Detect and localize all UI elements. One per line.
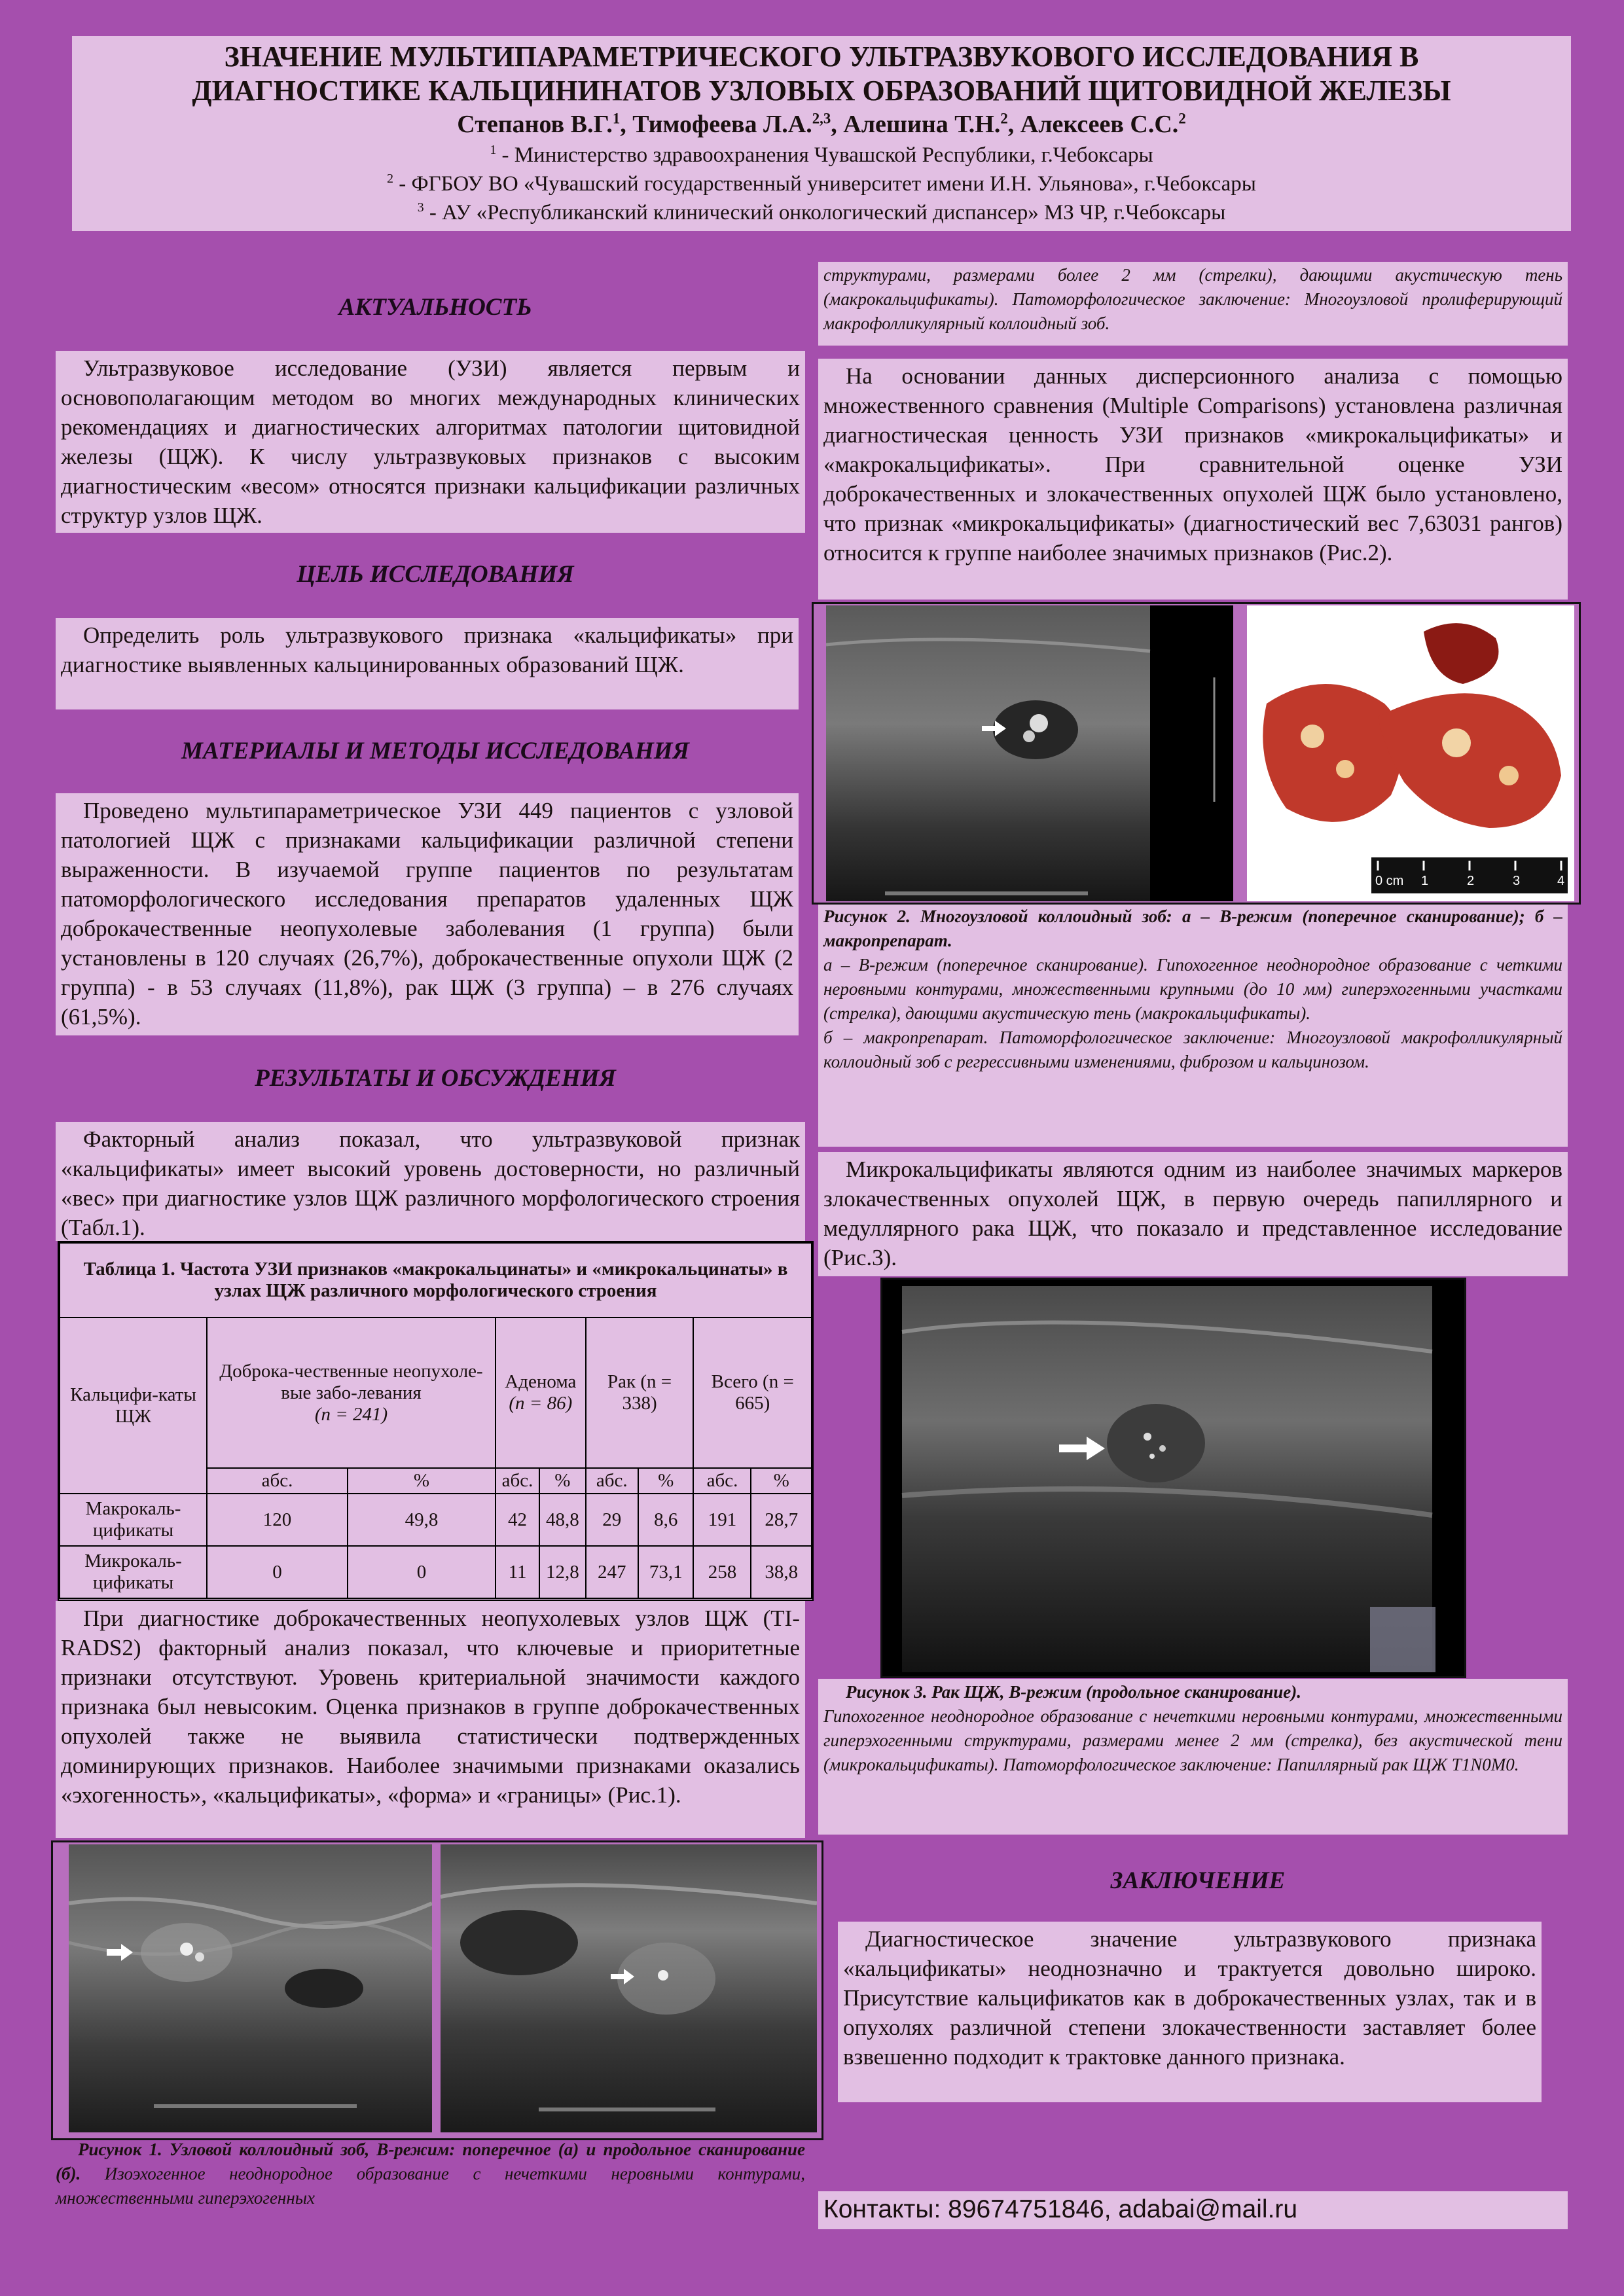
table-subheader: абс. bbox=[496, 1468, 539, 1494]
table-cell: 0 bbox=[348, 1546, 496, 1598]
table-cell: 73,1 bbox=[638, 1546, 694, 1598]
table-subheader: абс. bbox=[693, 1468, 751, 1494]
figure-3-caption bbox=[818, 1679, 1568, 1835]
table-cell: 0 bbox=[207, 1546, 348, 1598]
table-subheader: абс. bbox=[586, 1468, 638, 1494]
table-caption: Таблица 1. Частота УЗИ признаков «макрокальцинаты» и «микрокальцинаты» в узлах ЩЖ различного морфологического строения bbox=[60, 1243, 812, 1318]
ruler-label: 4 bbox=[1557, 874, 1565, 888]
table-cell: 191 bbox=[693, 1494, 751, 1546]
actuality-panel bbox=[56, 351, 805, 533]
figure-3-caption-text: Гипохогенное неоднородное образование с нечеткими неровными контурами, множественными гиперэхогенными структурами, размерами менее 2 мм (стрелка), без акустической тени (микрокальцификаты). Патоморфологическое заключение: Папиллярный рак ЩЖ T1N0M0. bbox=[823, 1706, 1562, 1774]
table-group-header: Рак (n = 338) bbox=[586, 1318, 694, 1468]
conclusion-panel bbox=[838, 1922, 1542, 2102]
table-group-header: Аденома (n = 86) bbox=[496, 1318, 586, 1468]
ruler-label: 3 bbox=[1513, 874, 1521, 888]
affiliation: $^1$ - Министерство здравоохранения Чувашской Республики, г.Чебоксары bbox=[490, 143, 1153, 167]
results-text-2: При диагностике доброкачественных неопухолевых узлов ЩЖ (TI-RADS2) факторный анализ показал, что ключевые и приоритетные признаки отсутствуют. Уровень критериальной значимости каждого признака был невысоким. Оценка признаков в группе доброкачественных опухолей также не выявила статистически подтвержденных доминирующих признаков. Наиболее значимыми признаками оказались «эхогенность», «кальцификаты», «форма» и «границы» (Рис.1). bbox=[61, 1605, 800, 1808]
conclusion-text: Диагностическое значение ультразвукового признака «кальцификаты» неоднозначно и трактуется довольно широко. Присутствие кальцификатов как в доброкачественных узлах, так и в опухолях различной степени злокачественности заставляет более взвешенно подходит к трактовке данного признака. bbox=[843, 1926, 1536, 2070]
methods-panel bbox=[56, 793, 799, 1035]
table-subheader: % bbox=[751, 1468, 812, 1494]
figure-1-caption-cont bbox=[818, 262, 1568, 346]
macro-specimen-photo bbox=[1247, 605, 1574, 901]
calcification-table bbox=[59, 1242, 812, 1599]
table-row bbox=[60, 1494, 812, 1546]
ruler-label: 1 bbox=[1421, 874, 1429, 888]
table-subheader: абс. bbox=[207, 1468, 348, 1494]
results-text-1: Факторный анализ показал, что ультразвуковой признак «кальцификаты» имеет высокий уровень достоверности, но различный «вес» при диагностике узлов ЩЖ различного морфологического строения (Табл.1). bbox=[61, 1126, 800, 1240]
figure-1-caption-cont-text: структурами, размерами более 2 мм (стрелки), дающими акустическую тень (макрокальцификаты). Патоморфологическое заключение: Многоузловой пролиферирующий макрофолликулярный коллоидный зоб. bbox=[823, 265, 1562, 333]
ruler-label: 0 cm bbox=[1375, 874, 1404, 888]
table-group-header: Доброка-чественные неопухоле-вые забо-левания (n = 241) bbox=[207, 1318, 496, 1468]
table-row-label: Микрокаль-цификаты bbox=[60, 1546, 207, 1598]
table-cell: 247 bbox=[586, 1546, 638, 1598]
ruler-label: 2 bbox=[1467, 874, 1475, 888]
methods-heading: МАТЕРИАЛЫ И МЕТОДЫ ИССЛЕДОВАНИЯ bbox=[181, 738, 690, 764]
aim-text: Определить роль ультразвукового признака «кальцификаты» при диагностике выявленных кальцинированных образований ЩЖ. bbox=[61, 622, 793, 677]
methods-text: Проведено мультипараметрическое УЗИ 449 пациентов с узловой патологией ЩЖ с признаками кальцификации различной степени выраженности. В изучаемой группе пациентов по результатам патоморфологического исследования препаратов удаленных ЩЖ доброкачественные неопухолевые заболевания (1 группа) были установлены в 120 случаях (26,7%), доброкачественные опухоли ЩЖ (2 группа) - в 53 случаях (11,8%), рак ЩЖ (3 группа) – в 276 случаях (61,5%). bbox=[61, 798, 793, 1030]
title-line-1: ЗНАЧЕНИЕ МУЛЬТИПАРАМЕТРИЧЕСКОГО УЛЬТРАЗВУКОВОГО ИССЛЕДОВАНИЯ В bbox=[224, 41, 1419, 73]
aim-panel bbox=[56, 618, 799, 709]
table-subheader: % bbox=[348, 1468, 496, 1494]
table-cell: 29 bbox=[586, 1494, 638, 1546]
authors bbox=[72, 108, 1571, 141]
figure-3 bbox=[880, 1278, 1466, 1678]
title-line-2: ДИАГНОСТИКЕ КАЛЬЦИНИНАТОВ УЗЛОВЫХ ОБРАЗОВАНИЙ ЩИТОВИДНОЙ ЖЕЛЕЗЫ bbox=[192, 75, 1451, 107]
actuality-text: Ультразвуковое исследование (УЗИ) является первым и основополагающим методом во многих международных клинических рекомендациях и диагностических алгоритмах патологии щитовидной железы (ЩЖ). К числу ультразвуковых признаков с высоким диагностическим «весом» относятся признаки кальцификации различных структур узлов ЩЖ. bbox=[61, 355, 800, 528]
affiliation: $^3$ - АУ «Республиканский клинический онкологический диспансер» МЗ ЧР, г.Чебоксары bbox=[417, 200, 1226, 224]
table-cell: 48,8 bbox=[539, 1494, 586, 1546]
actuality-heading: АКТУАЛЬНОСТЬ bbox=[338, 294, 532, 321]
aim-heading: ЦЕЛЬ ИССЛЕДОВАНИЯ bbox=[297, 561, 574, 588]
figure-2-caption-title: Рисунок 2. Многоузловой коллоидный зоб: а – В-режим (поперечное сканирование); б – макропрепарат. bbox=[823, 906, 1562, 950]
dispersion-text: На основании данных дисперсионного анализа с помощью множественного сравнения (Multiple Comparisons) установлена различная диагностическая ценность УЗИ признаков «микрокальцификаты» и «макрокальцификаты». При сравнительной оценке УЗИ доброкачественных и злокачественных опухолей ЩЖ было установлено, что признак «микрокальцификаты» (диагностический вес 7,63031 рангов) относится к группе наиболее значимых признаков (Рис.2). bbox=[823, 363, 1562, 565]
figure-1-caption bbox=[56, 2138, 805, 2210]
poster-header bbox=[72, 36, 1571, 231]
author: Алешина Т.Н.$^2$, bbox=[843, 110, 1020, 138]
results-panel-2 bbox=[56, 1601, 805, 1838]
conclusion-heading: ЗАКЛЮЧЕНИЕ bbox=[1110, 1867, 1286, 1894]
table-group-header: Всего (n = 665) bbox=[693, 1318, 812, 1468]
author: Алексеев С.С.$^2$ bbox=[1020, 110, 1186, 138]
results-panel-1 bbox=[56, 1122, 805, 1241]
table-cell: 120 bbox=[207, 1494, 348, 1546]
author: Тимофеева Л.А.$^{2,3}$, bbox=[632, 110, 844, 138]
table-row bbox=[60, 1546, 812, 1598]
contacts-text: Контакты: 89674751846, adabai@mail.ru bbox=[823, 2195, 1298, 2223]
table-cell: 12,8 bbox=[539, 1546, 586, 1598]
figure-3-caption-title: Рисунок 3. Рак ЩЖ, В-режим (продольное сканирование). bbox=[846, 1682, 1301, 1702]
ultrasound-image-fig3 bbox=[882, 1280, 1464, 1676]
author: Степанов В.Г.$^1$, bbox=[457, 110, 633, 138]
table-cell: 42 bbox=[496, 1494, 539, 1546]
micro-text: Микрокальцификаты являются одним из наиболее значимых маркеров злокачественных опухолей ЩЖ, в первую очередь папиллярного и медуллярного рака ЩЖ, что показало и представленное исследование (Рис.3). bbox=[823, 1157, 1562, 1270]
table-row-label: Макрокаль-цификаты bbox=[60, 1494, 207, 1546]
contacts bbox=[818, 2191, 1568, 2229]
table-col-header: Кальцифи-каты ЩЖ bbox=[60, 1318, 207, 1494]
figure-2-caption-b: б – макропрепарат. Патоморфологическое заключение: Многоузловой макрофолликулярный коллоидный зоб с регрессивными изменениями, фиброзом и кальцинозом. bbox=[823, 1028, 1562, 1071]
poster-title bbox=[72, 36, 1571, 108]
ultrasound-image-fig2 bbox=[826, 605, 1233, 901]
affiliation: $^2$ - ФГБОУ ВО «Чувашский государственный университет имени И.Н. Ульянова», г.Чебоксары bbox=[387, 171, 1256, 196]
dispersion-panel bbox=[818, 359, 1568, 600]
figure-2-caption bbox=[818, 905, 1568, 1147]
figure-1-caption-text: Изоэхогенное неоднородное образование с нечеткими неровными контурами, множественными гиперэхогенных bbox=[56, 2164, 805, 2208]
table-cell: 8,6 bbox=[638, 1494, 694, 1546]
micro-panel bbox=[818, 1152, 1568, 1276]
table-cell: 11 bbox=[496, 1546, 539, 1598]
table-subheader: % bbox=[539, 1468, 586, 1494]
figure-2-caption-a: а – В-режим (поперечное сканирование). Гипохогенное неоднородное образование с четкими неровными контурами, множественными крупными (до 10 мм) гиперэхогенными участками (стрелка), дающими акустическую тень (макрокальцификаты). bbox=[823, 955, 1562, 1023]
table-cell: 38,8 bbox=[751, 1546, 812, 1598]
table-cell: 28,7 bbox=[751, 1494, 812, 1546]
table-subheader: % bbox=[638, 1468, 694, 1494]
figure-1-caption-title: Рисунок 1. Узловой коллоидный зоб, В-режим: поперечное (а) и продольное сканирование (б). bbox=[56, 2140, 805, 2183]
ultrasound-image-b bbox=[441, 1844, 817, 2132]
table-cell: 258 bbox=[693, 1546, 751, 1598]
table-1 bbox=[58, 1241, 814, 1601]
results-heading: РЕЗУЛЬТАТЫ И ОБСУЖДЕНИЯ bbox=[255, 1065, 616, 1092]
table-cell: 49,8 bbox=[348, 1494, 496, 1546]
ultrasound-image-a bbox=[69, 1844, 432, 2132]
